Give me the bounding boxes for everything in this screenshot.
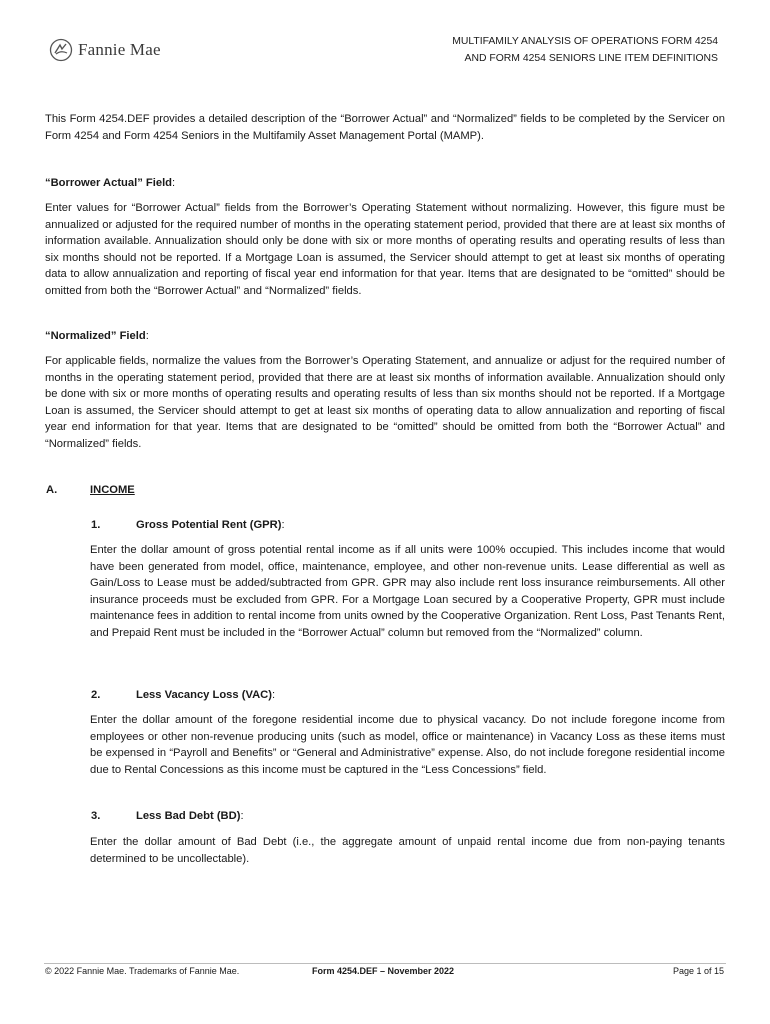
item-title-vacancy-loss: Less Vacancy Loss (VAC): [136,689,276,701]
borrower-actual-paragraph: Enter values for “Borrower Actual” fields from the Borrower’s Operating Statement without normalizing. However, this figure must be annualized or adjusted for the required number of months in the operating statement period, provided that there are at least six months of information available. Annualization should only be done with six or more months of operating results and operating results of less than six months should not be reported. If a Mortgage Loan is assumed, the Servicer should attempt to get at least six months of operating data to allow annualization and reporting of fiscal year end information for that year. Items that are designated to be “omitted” should be omitted from both the “Borrower Actual” and “Normalized” fields. [45,202,725,297]
borrower-actual-heading: “Borrower Actual” Field: [45,177,176,189]
item-description-bad-debt: Enter the dollar amount of Bad Debt (i.e., the aggregate amount of unpaid rental income due from non-paying tenants determined to be uncollectable). [90,836,725,865]
document-title-line-1: MULTIFAMILY ANALYSIS OF OPERATIONS FORM 4254 [452,36,718,47]
item-number: 1. [91,519,101,531]
item-description-gross-potential-rent: Enter the dollar amount of gross potential rental income as if all units were 100% occupied. This includes income that would have been generated from model, office, maintenance, employee, and other non-revenue units. Lease differential as well as Gain/Loss to Lease must be added/subtracted from GPR. GPR may also include rent loss insurance reimbursements. All other insurance proceeds must be excluded from GPR. For a Mortgage Loan secured by a Cooperative Property, GPR must include maintenance fees in addition to rental income from units owned by the Cooperative Organization. Rent Loss, Past Tenants Rent, and Prepaid Rent must be included in the “Borrower Actual” column but removed from the “Normalized” column. [90,544,725,639]
intro-paragraph: This Form 4254.DEF provides a detailed description of the “Borrower Actual” and “Normalized” fields to be completed by the Servicer on Form 4254 and Form 4254 Seniors in the Multifamily Asset Management Portal (MAMP). [45,113,725,142]
footer-form-id: Form 4254.DEF – November 2022 [312,966,455,976]
section-title: INCOME [90,484,135,496]
fannie-mae-logo-icon [49,38,73,62]
fannie-mae-logo [49,38,161,62]
section-letter: A. [46,484,58,496]
document-title [358,34,718,67]
item-title-bad-debt: Less Bad Debt (BD): [136,810,244,822]
footer-copyright: © 2022 Fannie Mae. Trademarks of Fannie Mae. [45,966,240,976]
normalized-paragraph: For applicable fields, normalize the values from the Borrower’s Operating Statement, and annualize or adjust for the required number of months in the operating statement period, provided that there are at least six months of information available. Annualization should only be done with six or more months of operating results and operating results of less than six months should not be reported. If a Mortgage Loan is assumed, the Servicer should attempt to get at least six months of operating data to allow annualization and reporting of fiscal year end information for that year. Items that are designated to be “omitted” should be omitted from both the “Borrower Actual” and “Normalized” fields. [45,355,725,450]
normalized-label: “Normalized” Field [45,330,146,342]
normalized-heading: “Normalized” Field: [45,330,149,342]
borrower-actual-label: “Borrower Actual” Field [45,177,173,189]
logo-text: Fannie Mae [78,40,161,59]
footer-page-number: Page 1 of 15 [672,966,724,976]
item-number: 3. [91,810,101,822]
document-title-line-2: AND FORM 4254 SENIORS LINE ITEM DEFINITIONS [464,52,718,64]
footer-divider [44,963,726,964]
item-description-vacancy-loss: Enter the dollar amount of the foregone residential income due to physical vacancy. Do not include foregone income from employees or other non-revenue producing units (such as model, office or maintenance) in Vacancy Loss as these items must be expensed in “Payroll and Benefits” or “General and Administrative” expense. Also, do not include foregone residential income due to Rental Concessions as this income must be captured in the “Less Concessions” field. [90,714,725,776]
item-title-gross-potential-rent: Gross Potential Rent (GPR): [136,519,285,531]
item-number: 2. [91,689,101,701]
